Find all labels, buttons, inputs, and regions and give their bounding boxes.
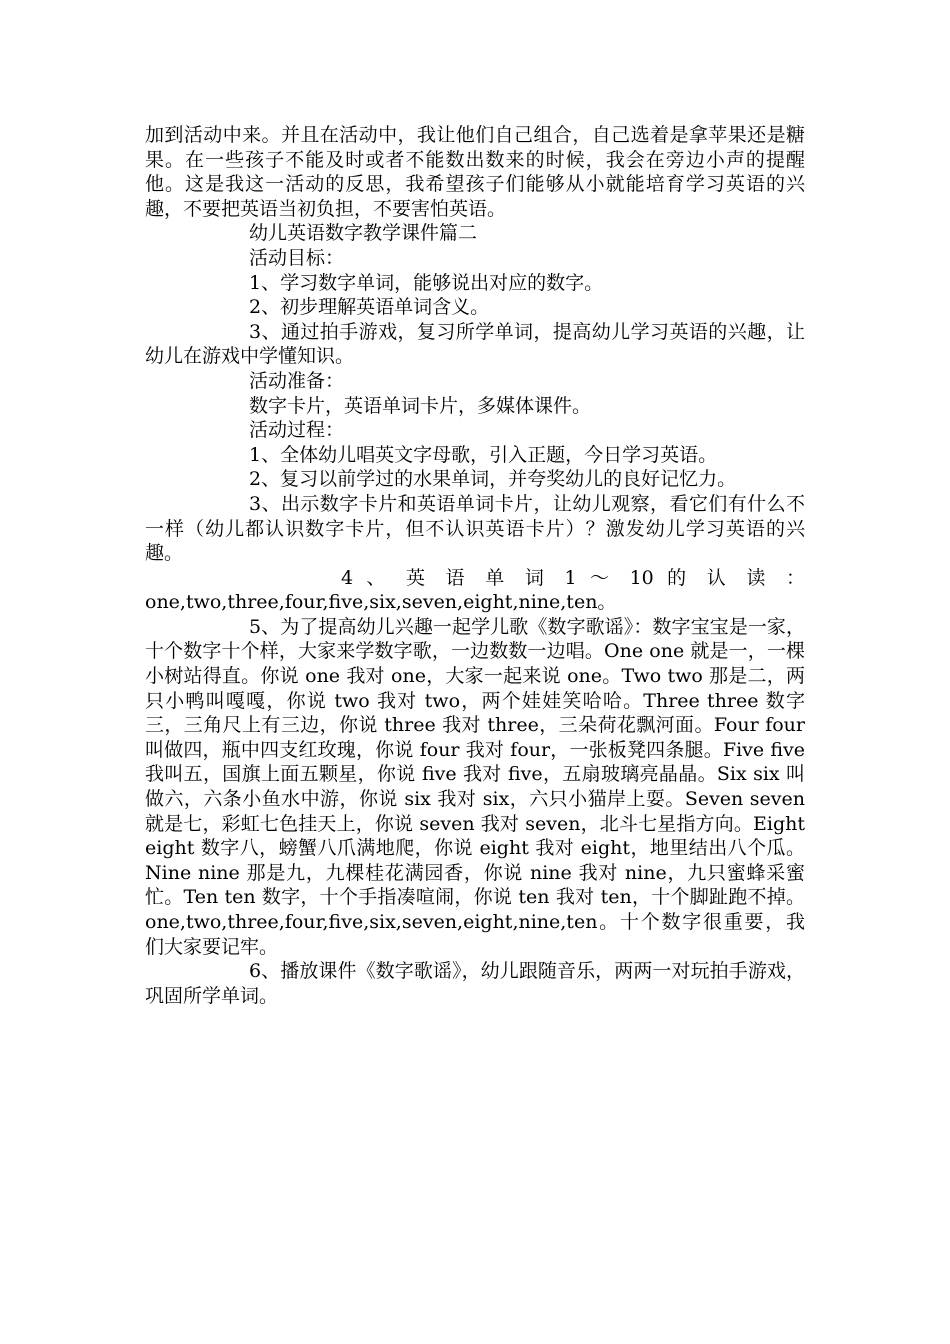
goal-item-3: 3、通过拍手游戏，复习所学单词，提高幼儿学习英语的兴趣，让幼儿在游戏中学懂知识。 [145,320,805,368]
goal-item-2: 2、初步理解英语单词含义。 [249,296,490,319]
paragraph-reflection: 加到活动中来。并且在活动中，我让他们自己组合，自己选着是拿苹果还是糖果。在一些孩子不能及时或者不能数出数来的时候，我会在旁边小声的提醒他。这是我这一活动的反思，我希望孩子们能够从小就能培育学习英语的兴趣，不要把英语当初负担，不要害怕英语。 [145,124,805,220]
goal-item-1: 1、学习数字单词，能够说出对应的数字。 [249,271,604,294]
process-step-6: 6、播放课件《数字歌谣》，幼儿跟随音乐，两两一对玩拍手游戏，巩固所学单词。 [145,960,805,1007]
process-step-2: 2、复习以前学过的水果单词，并夸奖幼儿的良好记忆力。 [249,468,737,491]
process-step-4-words: one,two,three,four,five,six,seven,eight,nine,ten。 [145,591,617,614]
section-heading: 幼儿英语数字教学课件篇二 [249,222,478,245]
process-step-3: 3、出示数字卡片和英语单词卡片，让幼儿观察，看它们有什么不一样（幼儿都认识数字卡片，但不认识英语卡片）？激发幼儿学习英语的兴趣。 [145,492,805,565]
process-step-5: 5、为了提高幼儿兴趣一起学儿歌《数字歌谣》：数字宝宝是一家，十个数字十个样，大家来学数字歌，一边数数一边唱。One one 就是一，一棵小树站得直。你说 one 我对 one，大家一起来说 one。Two two 那是二，两只小鸭叫嘎嘎，你说 two 我对 two，两个娃娃笑哈哈。Three three 数字三，三角尺上有三边，你说 three 我对 three，三朵荷花飘河面。Four four 叫做四，瓶中四支红玫瑰，你说 four 我对 four，一张板凳四条腿。Five five 我叫五，国旗上面五颗星，你说 five 我对 five，五扇玻璃亮晶晶。Six six 叫做六，六条小鱼水中游，你说 six 我对 six，六只小猫岸上耍。Seven seven 就是七，彩虹七色挂天上，你说 seven 我对 seven，北斗七星指方向。Eight eight 数字八，螃蟹八爪满地爬，你说 eight 我对 eight，地里结出八个瓜。Nine nine 那是九，九棵桂花满园香，你说 nine 我对 nine，九只蜜蜂采蜜忙。Ten ten 数字，十个手指凑喧闹，你说 ten 我对 ten，十个脚趾跑不掉。one,two,three,four,five,six,seven,eight,nine,ten。十个数字很重要，我们大家要记牢。 [145,615,805,958]
process-step-1: 1、全体幼儿唱英文字母歌，引入正题，今日学习英语。 [249,443,718,466]
document-body [145,123,805,1008]
preparation-text: 数字卡片，英语单词卡片，多媒体课件。 [249,394,592,417]
preparation-heading: 活动准备： [249,369,345,392]
process-step-4: 4 、 英 语 单 词 1 ～ 10 的 认 读 ： [341,566,805,589]
goals-heading: 活动目标： [249,246,345,269]
process-heading: 活动过程： [249,419,345,442]
